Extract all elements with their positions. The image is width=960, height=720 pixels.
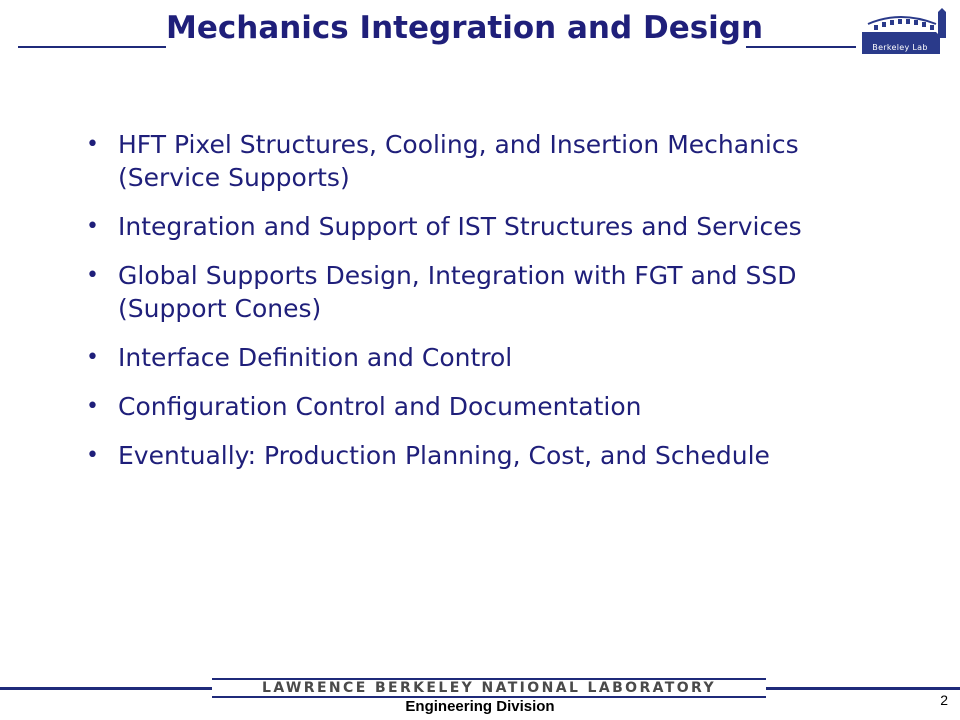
- bullet-text: Integration and Support of IST Structures and Services: [118, 212, 802, 241]
- bullet-item: [78, 341, 858, 374]
- footer-band: [0, 678, 960, 698]
- bullet-list: [78, 128, 858, 488]
- bullet-text: HFT Pixel Structures, Cooling, and Insertion Mechanics (Service Supports): [118, 130, 799, 192]
- bullet-marker: •: [86, 132, 99, 157]
- footer-rule-left: [0, 687, 212, 690]
- page-number: 2: [940, 692, 948, 708]
- bullet-item: [78, 390, 858, 423]
- berkeley-lab-logo-icon: [860, 8, 952, 58]
- title-rule-left: [18, 46, 166, 48]
- bullet-item: [78, 128, 858, 194]
- bullet-item: [78, 259, 858, 325]
- logo-text: Berkeley Lab: [872, 43, 928, 52]
- slide-title: Mechanics Integration and Design: [166, 10, 764, 46]
- footer-rule-right: [766, 687, 960, 690]
- bullet-marker: •: [86, 443, 99, 468]
- bullet-text: Interface Definition and Control: [118, 343, 513, 372]
- bullet-marker: •: [86, 394, 99, 419]
- bullet-marker: •: [86, 214, 99, 239]
- bullet-marker: •: [86, 263, 99, 288]
- bullet-text: Eventually: Production Planning, Cost, and Schedule: [118, 441, 770, 470]
- bullet-item: [78, 210, 858, 243]
- bullet-text: Global Supports Design, Integration with FGT and SSD (Support Cones): [118, 261, 797, 323]
- footer-division: Engineering Division: [405, 698, 555, 715]
- bullet-text: Configuration Control and Documentation: [118, 392, 642, 421]
- bullet-item: [78, 439, 858, 472]
- bullet-marker: •: [86, 345, 99, 370]
- title-rule-right: [746, 46, 856, 48]
- footer-lab-name: LAWRENCE BERKELEY NATIONAL LABORATORY: [212, 678, 766, 698]
